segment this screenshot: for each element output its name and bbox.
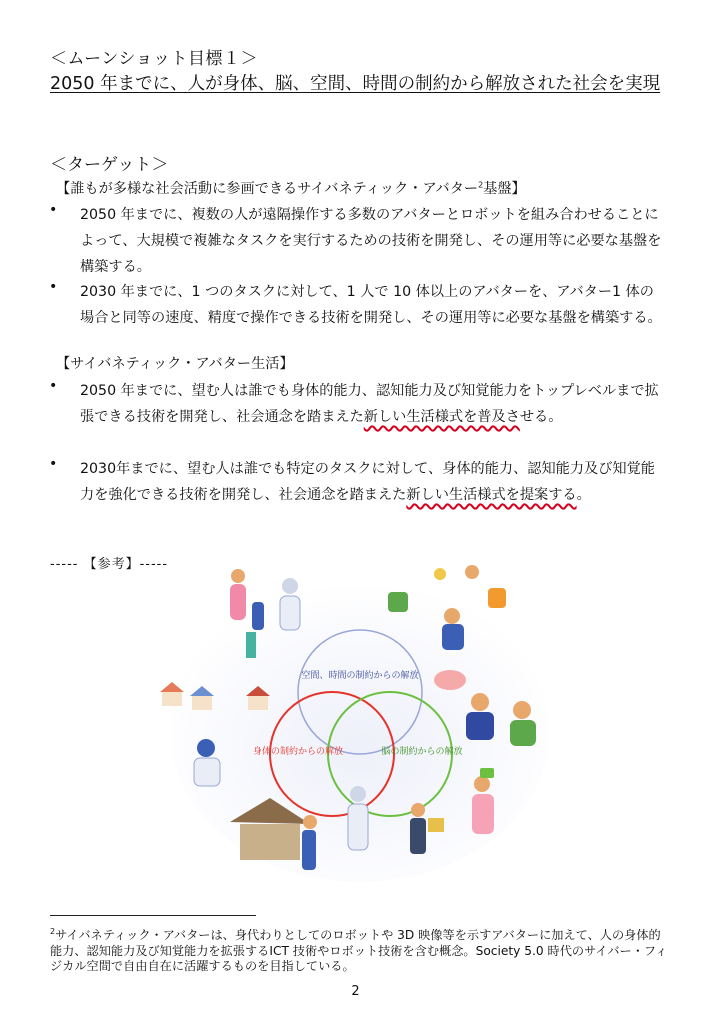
goal-title: 2050 年までに、人が身体、脳、空間、時間の制約から解放された社会を実現 — [50, 74, 661, 94]
reference-label: ----- 【参考】----- — [50, 557, 169, 572]
list-item: 2030 年までに、1 つのタスクに対して、1 人で 10 体以上のアバターを、アバター1 体の場合と同等の速度、精度で操作できる技術を開発し、その運用等に必要な基盤を構築する。 — [80, 284, 662, 326]
footnote-divider — [50, 915, 256, 916]
section-heading-infrastructure: 【誰もが多様な社会活動に参画できるサイバネティック・アバター$^2$基盤】 — [56, 180, 526, 197]
target-label: ＜ターゲット＞ — [50, 155, 169, 175]
list-item: 2050 年までに、複数の人が遠隔操作する多数のアバターとロボットを組み合わせることによって、大規模で複雑なタスクを実行するための技術を開発し、その運用等に必要な基盤を構築する。 — [80, 207, 662, 275]
highlight-underline: 新しい生活様式を普及さ — [363, 409, 520, 425]
page-number: 2 — [351, 984, 360, 999]
highlight-underline: 新しい生活様式を提案する — [406, 487, 577, 503]
footnote: $^2$サイバネティック・アバターは、身代わりとしてのロボットや 3D 映像等を示すアバターに加えて、人の身体的能力、認知能力及び知覚能力を拡張するICT 技術やロボット技術を含む概念。Society 5.0 時代のサイバー・フィジカル空間で自由自在に活躍するものを目指している。 — [50, 927, 668, 974]
list-item: 2030年までに、望む人は誰でも特定のタスクに対して、身体的能力、認知能力及び知覚能力を強化できる技術を開発し、社会通念を踏まえた新しい生活様式を提案する。 — [80, 461, 655, 503]
label-brain: 脳の制約からの解放 — [381, 747, 463, 757]
bullet-icon: • — [49, 378, 58, 394]
bullet-icon: • — [49, 202, 58, 218]
concept-illustration — [150, 562, 570, 892]
section-heading-avatar-life: 【サイバネティック・アバター生活】 — [56, 356, 294, 372]
list-item: 2050 年までに、望む人は誰でも身体的能力、認知能力及び知覚能力をトップレベルまで拡張できる技術を開発し、社会通念を踏まえた新しい生活様式を普及させる。 — [80, 383, 659, 425]
goal-label: ＜ムーンショット目標１＞ — [50, 49, 259, 69]
bullet-icon: • — [49, 279, 58, 295]
bullet-icon: • — [49, 456, 58, 472]
label-space-time: 空間、時間の制約からの解放 — [301, 671, 419, 681]
label-body: 身体の制約からの解放 — [252, 747, 344, 757]
robot-center — [348, 786, 368, 850]
